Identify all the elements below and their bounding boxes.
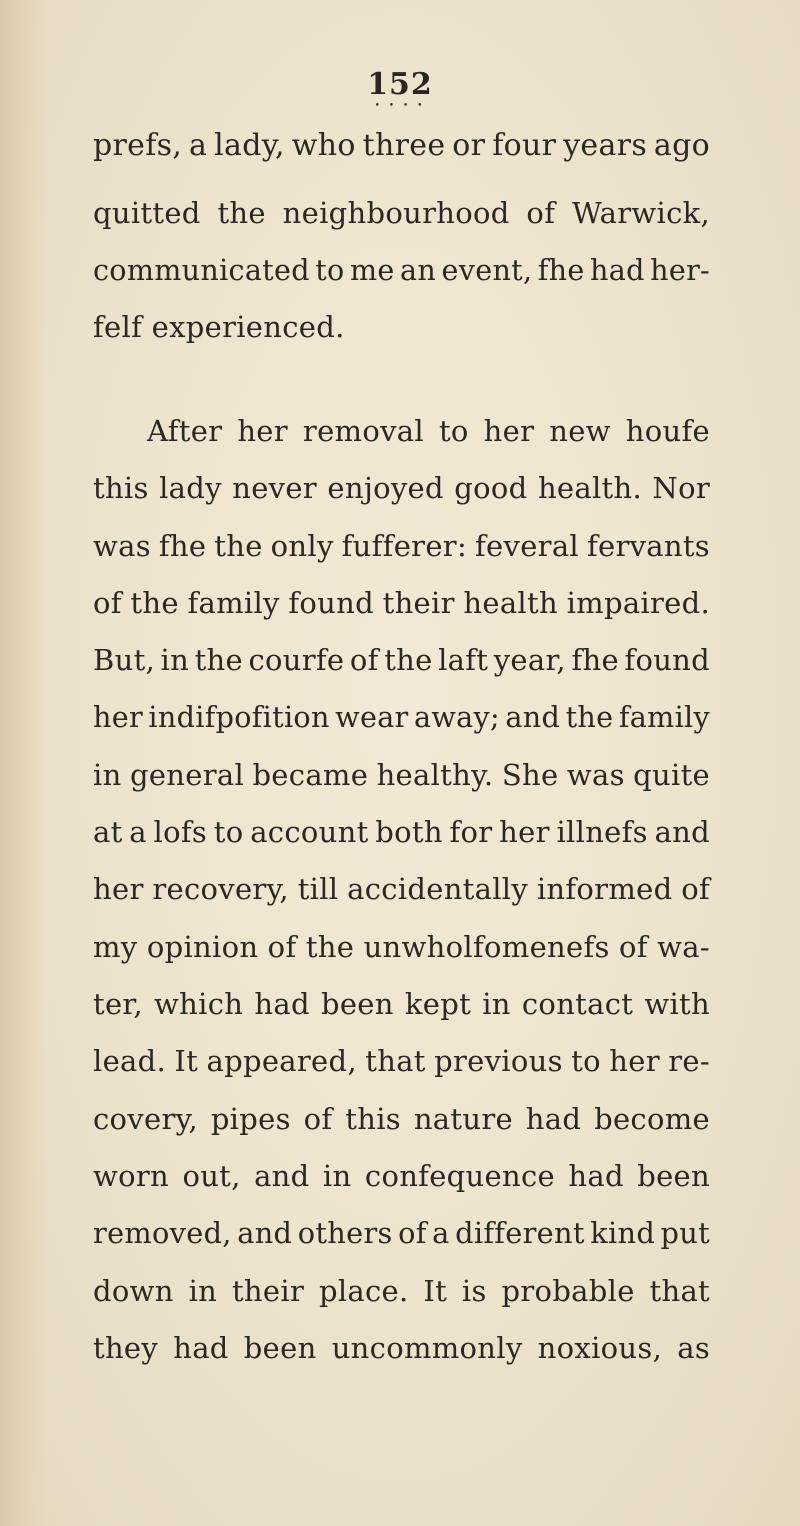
text-line bbox=[0, 1213, 800, 1253]
text-line bbox=[0, 250, 800, 290]
line-text: After her removal to her new houfe bbox=[147, 414, 710, 448]
text-line bbox=[0, 583, 800, 623]
line-text: ter, which had been kept in contact with bbox=[93, 987, 710, 1021]
text-line bbox=[0, 697, 800, 737]
text-line bbox=[0, 984, 800, 1024]
line-text: her indifpofition wear away; and the family bbox=[93, 700, 710, 734]
text-line bbox=[0, 411, 800, 451]
text-line bbox=[0, 126, 800, 166]
text-line bbox=[0, 1271, 800, 1311]
line-text: covery, pipes of this nature had become bbox=[93, 1102, 710, 1136]
line-text: prefs, a lady, who three or four years ago bbox=[93, 128, 710, 163]
line-text: worn out, and in confequence had been bbox=[93, 1159, 710, 1193]
line-text: communicated to me an event, fhe had her- bbox=[93, 253, 710, 287]
text-line bbox=[0, 1328, 800, 1368]
text-line bbox=[0, 927, 800, 967]
line-text: was fhe the only fufferer: feveral fervants bbox=[93, 529, 710, 563]
line-text: lead. It appeared, that previous to her re- bbox=[93, 1044, 710, 1078]
text-line bbox=[0, 755, 800, 795]
line-text: felf experienced. bbox=[93, 310, 345, 344]
line-text: But, in the courfe of the laft year, fhe found bbox=[93, 643, 710, 677]
text-line bbox=[0, 307, 800, 347]
text-line bbox=[0, 1041, 800, 1081]
text-line bbox=[0, 869, 800, 909]
line-text: at a lofs to account both for her illnefs and bbox=[93, 815, 710, 849]
line-text: quitted the neighbourhood of Warwick, bbox=[93, 196, 710, 230]
line-text: in general became healthy. She was quite bbox=[93, 758, 710, 792]
text-line bbox=[0, 812, 800, 852]
text-line bbox=[0, 1156, 800, 1196]
line-text: this lady never enjoyed good health. Nor bbox=[93, 471, 710, 505]
line-text: my opinion of the unwholfomenefs of wa- bbox=[93, 930, 710, 964]
text-line bbox=[0, 640, 800, 680]
line-text: her recovery, till accidentally informed of bbox=[93, 872, 710, 906]
text-line bbox=[0, 1099, 800, 1139]
text-line bbox=[0, 526, 800, 566]
line-text: down in their place. It is probable that bbox=[93, 1274, 710, 1308]
line-text: of the family found their health impaired. bbox=[93, 586, 710, 620]
text-line bbox=[0, 193, 800, 233]
line-text: they had been uncommonly noxious, as bbox=[93, 1331, 710, 1365]
text-line bbox=[0, 468, 800, 508]
page-ornament: • • • • bbox=[374, 101, 426, 111]
line-text: removed, and others of a different kind put bbox=[93, 1216, 710, 1250]
page-number: 152 bbox=[367, 67, 433, 102]
